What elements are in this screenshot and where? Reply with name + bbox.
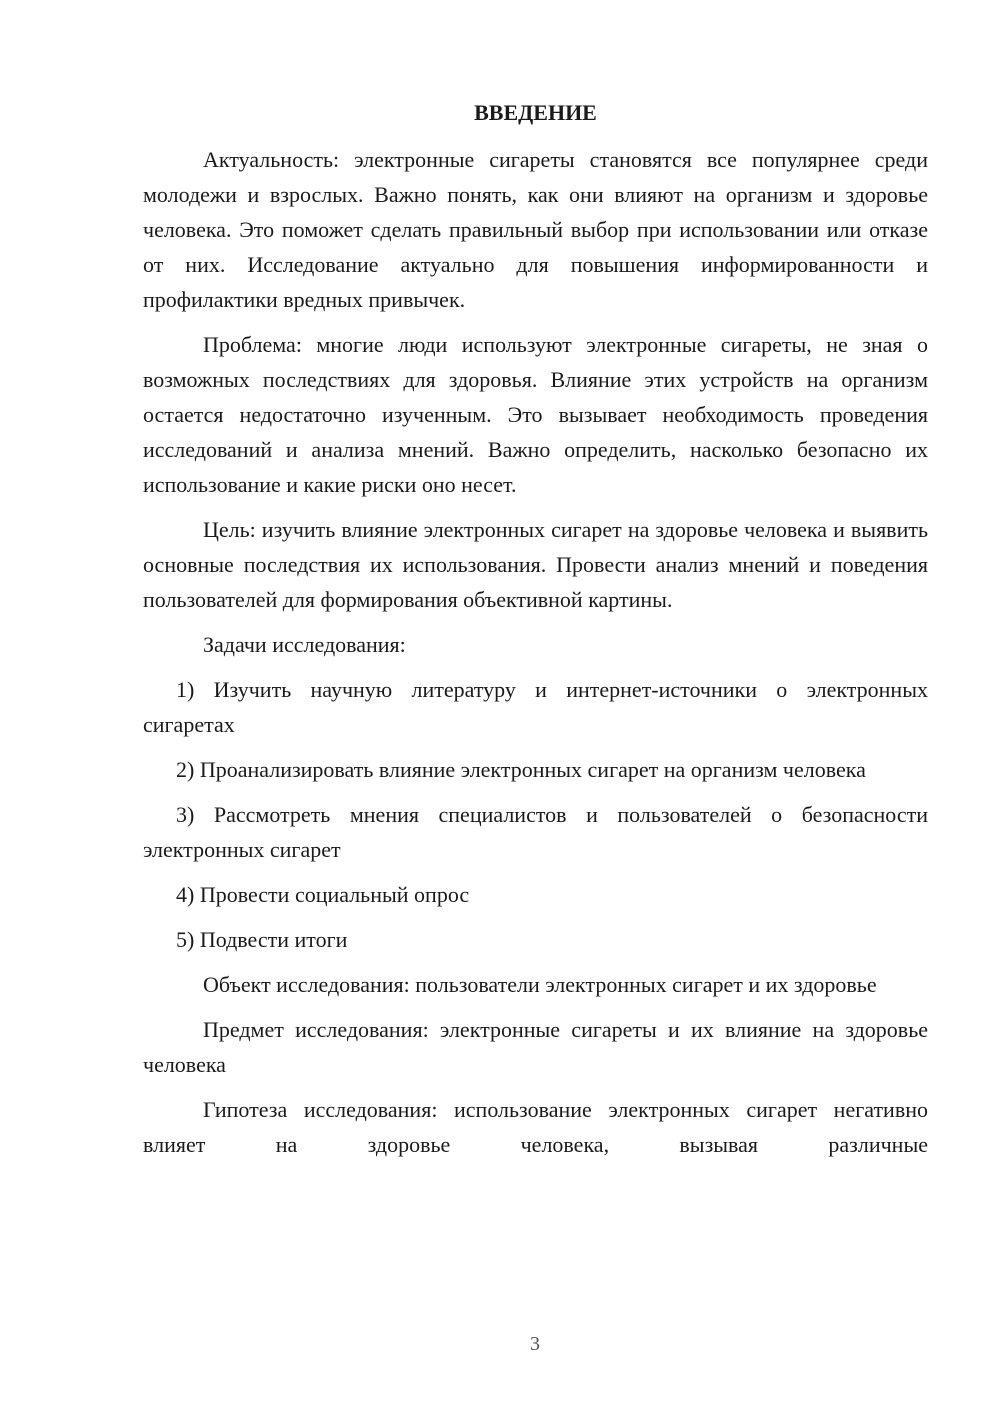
tasks-title: Задачи исследования: <box>203 632 406 657</box>
hypothesis-paragraph: Гипотеза исследования: использование электронных сигарет негативно влияет на здоровье человека, вызывая различные <box>143 1097 928 1157</box>
task-item: 5) Подвести итоги <box>176 927 348 952</box>
page-number: 3 <box>530 1333 540 1355</box>
subject-paragraph: Предмет исследования: электронные сигареты и их влияние на здоровье человека <box>143 1017 928 1077</box>
task-item: 3) Рассмотреть мнения специалистов и пользователей о безопасности электронных сигарет <box>143 802 928 862</box>
object-paragraph: Объект исследования: пользователи электронных сигарет и их здоровье <box>203 972 877 997</box>
problem-paragraph: Проблема: многие люди используют электронные сигареты, не зная о возможных последствиях для здоровья. Влияние этих устройств на организм остается недостаточно изученным. Это вызывает необходимость проведения исследований и анализа мнений. Важно определить, насколько безопасно их использование и какие риски оно несет. <box>143 332 928 497</box>
document-page <box>143 95 928 1172</box>
goal-paragraph: Цель: изучить влияние электронных сигарет на здоровье человека и выявить основные последствия их использования. Провести анализ мнений и поведения пользователей для формирования объективной картины. <box>143 517 928 612</box>
task-item: 4) Провести социальный опрос <box>176 882 470 907</box>
section-heading: ВВЕДЕНИЕ <box>474 100 597 125</box>
task-item: 1) Изучить научную литературу и интернет-источники о электронных сигаретах <box>143 677 928 737</box>
relevance-paragraph: Актуальность: электронные сигареты становятся все популярнее среди молодежи и взрослых. Важно понять, как они влияют на организм и здоровье человека. Это поможет сделать правильный выбор при использовании или отказе от них. Исследование актуально для повышения информированности и профилактики вредных привычек. <box>143 147 928 312</box>
task-item: 2) Проанализировать влияние электронных сигарет на организм человека <box>176 757 866 782</box>
